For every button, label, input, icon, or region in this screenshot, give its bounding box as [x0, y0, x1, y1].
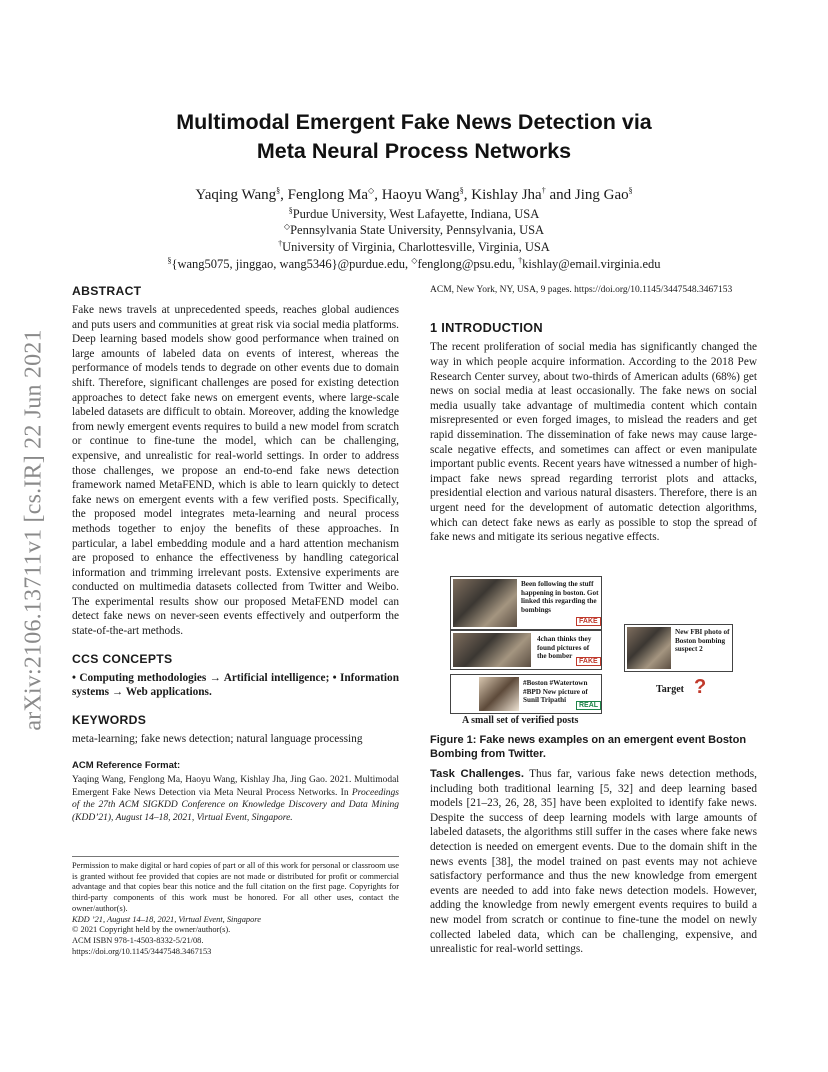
figure-1-caption: Figure 1: Fake news examples on an emergent event Boston Bombing from Twitter.: [430, 734, 747, 760]
author-2: , Fenglong Ma: [280, 187, 369, 203]
abstract-heading: ABSTRACT: [72, 284, 142, 298]
permission-isbn: ACM ISBN 978-1-4503-8332-5/21/08.: [72, 935, 204, 945]
aff-uva-sup: †: [278, 238, 283, 248]
acm-ref-heading: ACM Reference Format:: [72, 760, 181, 772]
permission-text: Permission to make digital or hard copies of part or all of this work for personal or classroom use is granted without fee provided that copies are not made or distributed for profit or commercial advantage and that copies bear this notice and the full citation on the first page. Copyrights for third-party components of this work must be honored. For all other uses, contact the owner/author(s).: [72, 861, 399, 913]
target-post-text: New FBI photo of Boston bombing suspect 2: [675, 628, 730, 654]
permission-copyright: © 2021 Copyright held by the owner/author(s).: [72, 925, 231, 935]
question-mark-icon: ?: [694, 676, 707, 698]
post-2-fake-badge: FAKE: [576, 657, 601, 666]
aff-uva-text: University of Virginia, Charlottesville, Virginia, USA: [282, 240, 550, 254]
ccs-text: • Computing methodologies → Artificial intelligence; • Information systems → Web applications.: [72, 671, 399, 699]
post-1-fake-badge: FAKE: [576, 617, 601, 626]
author-2-sup: ◇: [368, 186, 375, 195]
intro-heading: 1 INTRODUCTION: [430, 320, 543, 336]
intro-text: The recent proliferation of social media has significantly changed the way in which people acquire information. According to the 2018 Pew Research Center survey, about two-thirds of American adults (68%) get news on social media at least occasionally. The fake news on social media usually take advantage of multimedia content which contain misrepresented or even forged images, to mislead the readers and get rapid dissemination. The dissemination of fake news may cause large-scale negative effects, and sometimes can affect or even manipulate important public events. Recent years have witnessed a number of high-impact fake news spread regarding terrorist plots and attacks, presidential election and various natural disasters. Therefore, there is an urgent need for the development of automatic detection algorithms, which can detect fake news as early as possible to stop the spread of fake news and mitigate its serious negative effects.: [430, 341, 757, 544]
acm-ref-text-1: Yaqing Wang, Fenglong Ma, Haoyu Wang, Kishlay Jha, Jing Gao. 2021. Multimodal Emergent Fake News Detection via Meta Neural Process Networks. In: [72, 775, 399, 798]
title-line-2: Meta Neural Process Networks: [256, 139, 572, 163]
author-5-sup: §: [628, 186, 633, 195]
permission-venue: KDD ’21, August 14–18, 2021, Virtual Event, Singapore: [72, 914, 261, 924]
verified-posts-label: A small set of verified posts: [462, 715, 579, 726]
affiliation-uva: [80, 239, 748, 255]
aff-purdue-sup: §: [288, 205, 293, 215]
post-1-card: [450, 576, 602, 630]
aff-psu-sup: ◇: [283, 221, 291, 231]
author-3-sup: §: [459, 186, 464, 195]
task-challenges: [430, 767, 757, 957]
post-3-card: [450, 674, 602, 714]
acm-ref-continued-suffix: ACM, New York, NY, USA, 9 pages. https://doi.org/10.1145/3447548.3467153: [430, 285, 733, 295]
target-post-image: [627, 627, 671, 669]
email-3: kishlay@email.virginia.edu: [522, 257, 661, 271]
target-post-card: [624, 624, 733, 672]
figure-1: [430, 570, 757, 732]
post-2-card: [450, 630, 602, 670]
email-2-sup: ◇: [411, 255, 418, 265]
affiliation-purdue: [80, 206, 748, 222]
acm-ref-continued: [430, 284, 757, 296]
paper-title: [120, 108, 708, 166]
post-1-text: Been following the stuff happening in boston. Got linked this regarding the bombings: [521, 580, 599, 614]
email-2: fenglong@psu.edu,: [417, 257, 519, 271]
author-4: , Kishlay Jha: [463, 187, 542, 203]
ccs-heading: CCS CONCEPTS: [72, 651, 173, 666]
abstract-text: Fake news travels at unprecedented speeds, reaches global audiences and puts users and communities at great risk via social media platforms. Deep learning based models show good performance when trained on large amounts of labeled data on events of interest, whereas the performance of models tends to degrade on other events due to domain shift. Therefore, significant challenges are posed for existing detection approaches to detect fake news on emergent events, where large-scale labeled datasets are difficult to obtain. Moreover, adding the knowledge from newly emergent events requires to build a new model from scratch or continue to fine-tune the model, which can be challenging, expensive, and unrealistic for real-world settings. In order to address those challenges, we propose an end-to-end fake news detection framework named MetaFEND, which is able to learn quickly to detect fake news on emergent events with a few verified posts. Specifically, the proposed model integrates meta-learning and neural process methods together to enjoy the benefits of these approaches. In particular, a label embedding module and a hard attention mechanism are proposed to enhance the effectiveness by handling categorical information and trimming irrelevant posts. Extensive experiments are conducted on multimedia datasets collected from Twitter and Weibo. The experimental results show our proposed MetaFEND model can detect fake news on never-seen events effectively and outperform the state-of-the-art methods.: [72, 304, 399, 638]
author-1: Yaqing Wang: [195, 187, 277, 203]
author-emails: [80, 256, 748, 272]
author-5: and Jing Gao: [545, 187, 629, 203]
email-3-sup: †: [518, 255, 523, 265]
keywords-heading: KEYWORDS: [72, 712, 147, 727]
left-column: [72, 284, 399, 824]
author-4-sup: †: [541, 186, 546, 195]
target-label: Target: [656, 684, 684, 695]
task-challenges-text: [430, 767, 757, 957]
post-3-image: [479, 677, 519, 711]
aff-psu-text: Pennsylvania State University, Pennsylvania, USA: [290, 223, 545, 237]
affiliation-psu: [80, 222, 748, 238]
author-list: [80, 186, 748, 205]
email-1: {wang5075, jinggao, wang5346}@purdue.edu,: [171, 257, 412, 271]
post-2-image: [453, 633, 531, 667]
keywords-text: meta-learning; fake news detection; natural language processing: [72, 732, 363, 745]
post-2-text: 4chan thinks they found pictures of the bomber: [537, 635, 592, 661]
permission-doi: https://doi.org/10.1145/3447548.3467153: [72, 946, 212, 956]
post-3-text: #Boston #Watertown #BPD New picture of Sunil Tripathi: [523, 679, 588, 705]
acm-ref-text: [72, 774, 399, 824]
permission-block: [72, 856, 399, 957]
right-column: [430, 284, 757, 545]
author-3: , Haoyu Wang: [374, 187, 460, 203]
aff-purdue-text: Purdue University, West Lafayette, Indiana, USA: [292, 207, 540, 221]
task-challenges-heading: Task Challenges.: [430, 768, 524, 780]
arxiv-sidebar-stamp: [14, 290, 54, 770]
post-1-image: [453, 579, 517, 627]
email-1-sup: §: [167, 255, 172, 265]
acm-ref-venue-italic: Proceedings of the 27th ACM SIGKDD Conference on Knowledge Discovery and Data Mining (KDD’21), August 14–18, 2021, Virtual Event, Singapore.: [72, 787, 399, 823]
post-3-real-badge: REAL: [576, 701, 601, 710]
task-challenges-body: Thus far, various fake news detection methods, including both traditional learning [5, 32] and deep learning based models [21–23, 26, 28, 35] have been exploited to identify fake news. Despite the success of deep learning models with large amounts of labeled datasets, the algorithms still suffer in the cases where fake news detection is needed on emergent events. Due to the domain shift in the news events [38], the model trained on past events may not achieve satisfactory performance and thus the new knowledge from emergent events are needed to add into fake news detection models. However, adding the knowledge from newly emergent events requires to build a new model from scratch or continue to fine-tune the model on newly collected labeled data, which can be challenging, expensive, and unrealistic for real-world settings.: [430, 768, 757, 956]
title-line-1: Multimodal Emergent Fake News Detection via: [176, 110, 652, 134]
author-1-sup: §: [276, 186, 281, 195]
arxiv-id: arXiv:2106.13711v1 [cs.IR] 22 Jun 2021: [20, 329, 47, 731]
